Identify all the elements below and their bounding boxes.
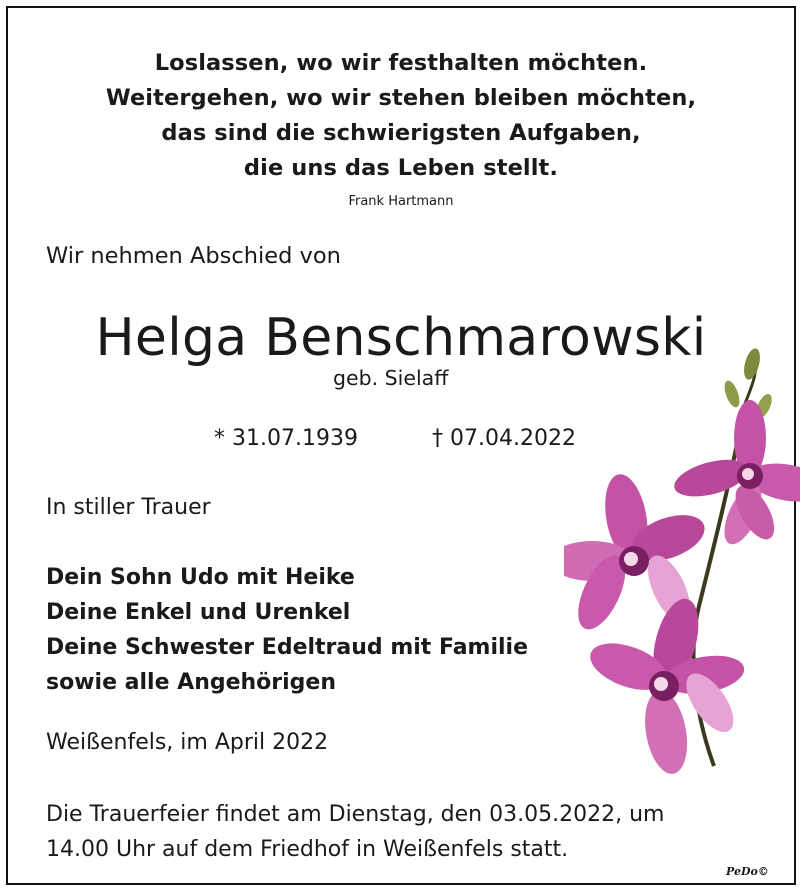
birth-date: * 31.07.1939 (214, 426, 358, 451)
maiden-name: geb. Sielaff (333, 366, 449, 390)
quote-line: die uns das Leben stellt. (243, 155, 559, 181)
quote-line: Loslassen, wo wir festhalten möchten. (154, 50, 648, 76)
mourning-text: In stiller Trauer (46, 495, 211, 520)
quote-line: Weitergehen, wo wir stehen bleiben möchten, (105, 85, 697, 111)
deceased-name: Helga Benschmarowski (95, 308, 707, 368)
orchid-illustration (564, 346, 800, 796)
intro-text: Wir nehmen Abschied von (46, 243, 341, 269)
mourner-line: Deine Schwester Edeltraud mit Familie (46, 635, 529, 660)
death-date: † 07.04.2022 (432, 426, 576, 451)
designer-signature: PeDo© (726, 865, 769, 878)
mourner-line: Deine Enkel und Urenkel (46, 600, 351, 625)
funeral-line: 14.00 Uhr auf dem Friedhof in Weißenfels statt. (46, 837, 569, 862)
funeral-notice (46, 797, 664, 867)
quote-author: Frank Hartmann (348, 194, 454, 209)
mourner-line: sowie alle Angehörigen (46, 670, 337, 695)
quote (8, 46, 794, 186)
obituary-card (6, 6, 796, 885)
place-date: Weißenfels, im April 2022 (46, 730, 329, 755)
mourner-line: Dein Sohn Udo mit Heike (46, 565, 355, 590)
mourners-list (46, 560, 528, 700)
funeral-line: Die Trauerfeier findet am Dienstag, den 03.05.2022, um (46, 802, 665, 827)
quote-line: das sind die schwierigsten Aufgaben, (161, 120, 641, 146)
